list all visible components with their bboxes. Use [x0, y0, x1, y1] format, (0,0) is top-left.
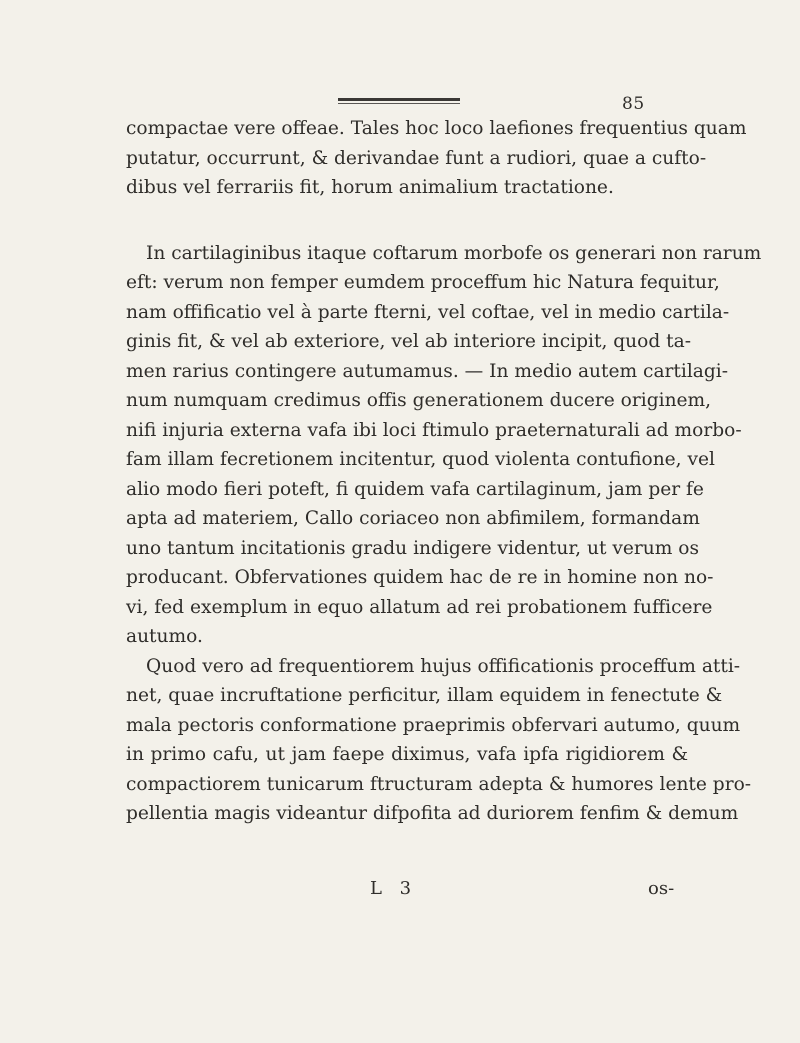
paragraph-2	[126, 239, 762, 652]
text-line: alio modo fieri poteft, fi quidem vafa cartilaginum, jam per fe	[126, 478, 704, 500]
text-line: num numquam credimus offis generationem ducere originem,	[126, 390, 712, 411]
text-line: In cartilaginibus itaque coftarum morbofe os generari non rarum	[146, 242, 762, 264]
text-line: net, quae incruftatione perficitur, illam equidem in fenectute &	[126, 685, 723, 706]
catchword: os-	[648, 878, 675, 899]
text-line: fam illam fecretionem incitentur, quod violenta contufione, vel	[126, 449, 715, 470]
text-line: nam offificatio vel à parte fterni, vel coftae, vel in medio cartila-	[126, 301, 730, 323]
header-rule-thin	[338, 103, 460, 104]
text-line: eft: verum non femper eumdem proceffum hic Natura fequitur,	[126, 272, 720, 293]
text-line: uno tantum incitationis gradu indigere videntur, ut verum os	[126, 537, 700, 559]
header-rule	[338, 98, 460, 105]
text-line: apta ad materiem, Callo coriaceo non abfimilem, formandam	[126, 508, 700, 529]
header-rule-thick	[338, 98, 460, 101]
text-line: ginis fit, & vel ab exteriore, vel ab interiore incipit, quod ta-	[126, 331, 691, 352]
text-line: autumo.	[126, 626, 203, 647]
text-line: mala pectoris conformatione praeprimis obfervari autumo, quum	[126, 714, 741, 736]
body-text	[126, 114, 762, 829]
text-line: men rarius contingere autumamus. — In medio autem cartilagi-	[126, 360, 729, 382]
text-line: vi, fed exemplum in equo allatum ad rei probationem fufficere	[126, 596, 713, 618]
text-line: compactae vere offeae. Tales hoc loco laefiones frequentius quam	[126, 118, 747, 139]
text-line: pellentia magis videantur difpofita ad duriorem fenfim & demum	[126, 803, 739, 824]
text-line: compactiorem tunicarum ftructuram adepta & humores lente pro-	[126, 773, 752, 795]
signature-mark: L 3	[370, 878, 418, 899]
paragraph-3	[126, 652, 752, 829]
text-line: producant. Obfervationes quidem hac de re in homine non no-	[126, 567, 714, 588]
text-line: nifi injuria externa vafa ibi loci ftimulo praeternaturali ad morbo-	[126, 419, 742, 441]
page-footer	[0, 878, 800, 908]
page-number: 85	[622, 94, 645, 114]
paragraph-1	[126, 114, 747, 203]
text-line: putatur, occurrunt, & derivandae funt a rudiori, quae a cufto-	[126, 147, 707, 169]
text-line: in primo cafu, ut jam faepe diximus, vafa ipfa rigidiorem &	[126, 744, 688, 765]
text-line: dibus vel ferrariis fit, horum animalium tractatione.	[126, 177, 614, 198]
paragraph-gap	[126, 203, 688, 239]
text-line: Quod vero ad frequentiorem hujus offificationis proceffum atti-	[146, 655, 741, 677]
